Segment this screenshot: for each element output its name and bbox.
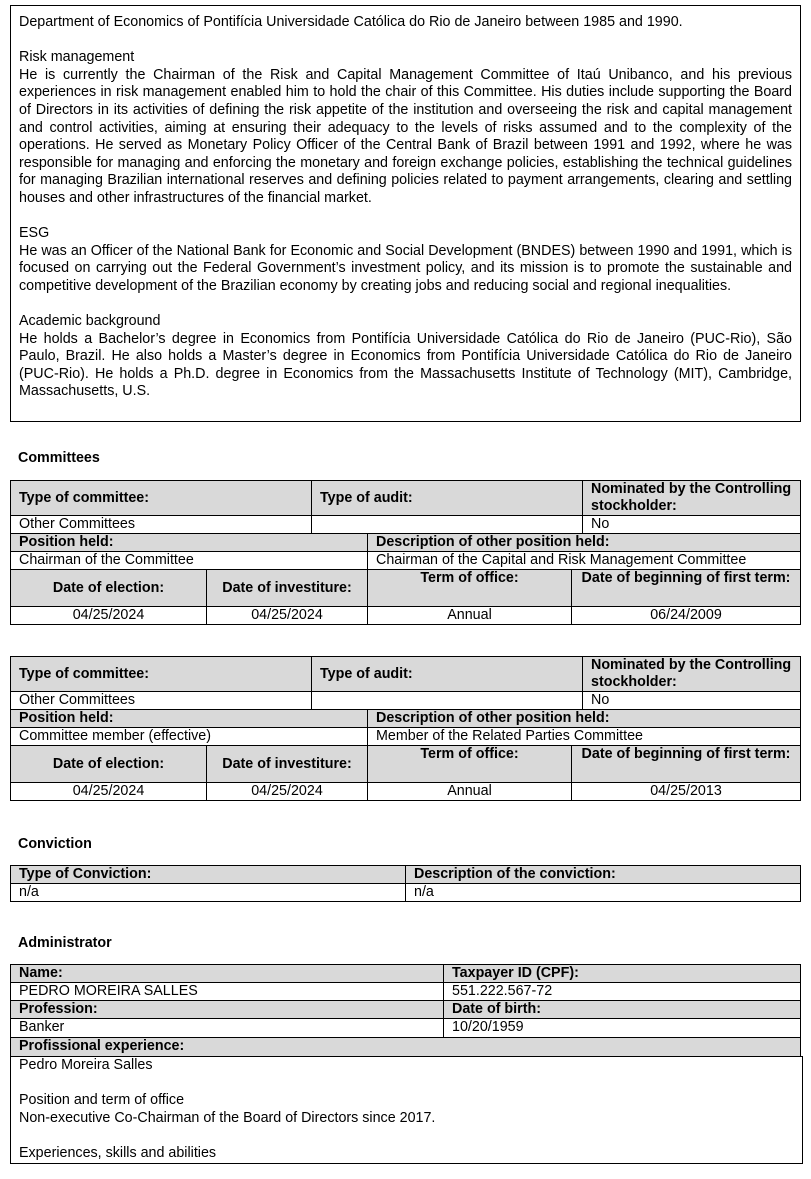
cpf-label: Taxpayer ID (CPF): [443,964,801,983]
description-other-label: Description of other position held: [367,709,801,728]
admin-row-labels-1 [10,965,801,983]
date-election-value: 04/25/2024 [10,782,207,801]
committees-heading: Committees [18,450,100,466]
conviction-description-value: n/a [405,883,801,902]
nominated-value: No [582,515,801,534]
conviction-heading: Conviction [18,836,92,852]
bio-paragraph-academic [19,313,792,401]
position-header-row [10,710,801,728]
dob-value: 10/20/1959 [443,1018,801,1038]
position-value-row [10,728,801,746]
bio-text: He was an Officer of the National Bank for Economic and Social Development (BNDES) between 1990 and 1991, which is focused on carrying out the Federal Government’s investment policy, and its mission is to promote the sustainable and competitive development of the Brazilian economy by creating jobs and reducing social and regional inequalities. [19,242,792,294]
experience-line: Position and term of office [19,1092,185,1109]
position-header-row [10,534,801,552]
position-value-row [10,552,801,570]
type-of-audit-value [311,691,583,710]
term-office-label: Term of office: [367,569,572,607]
cpf-value: 551.222.567-72 [443,982,801,1001]
type-of-committee-value: Other Committees [10,691,312,710]
bio-subheading: Academic background [19,313,161,330]
profession-value: Banker [10,1018,444,1038]
dates-value-row [10,607,801,625]
description-other-value: Member of the Related Parties Committee [367,727,801,746]
type-of-audit-label: Type of audit: [311,480,583,516]
date-first-term-label: Date of beginning of first term: [571,745,801,783]
date-investiture-label: Date of investiture: [206,745,368,783]
date-first-term-value: 06/24/2009 [571,606,801,625]
administrator-heading: Administrator [18,935,112,951]
bio-text: He is currently the Chairman of the Risk and Capital Management Committee of Itaú Unibanco, and his previous experiences in risk management enabled him to hold the chair of this Committee. His duties include supporting the Board of Directors in its activities of defining the risk appetite of the institution and overseeing the risk and capital management and control activities, aiming at ensuring their adequacy to the levels of risks assumed and to the complexity of the operations. He served as Monetary Policy Officer of the Central Bank of Brazil between 1991 and 1992, where he was responsible for managing and enforcing the monetary and foreign exchange policies, establishing the technical guidelines for managing Brazilian international reserves and defining policies related to payment arrangements, clearing and settling houses and other infrastructures of the financial market. [19,66,792,206]
committee-header-row [10,657,801,692]
type-of-audit-value [311,515,583,534]
term-office-value: Annual [367,782,572,801]
biography-box [10,5,801,422]
dates-header-row [10,570,801,607]
name-label: Name: [10,964,444,983]
nominated-label: Nominated by the Controlling stockholder: [582,480,801,516]
bio-text: Department of Economics of Pontifícia Universidade Católica do Rio de Janeiro between 1985 and 1990. [19,14,683,30]
position-held-label: Position held: [10,709,368,728]
conviction-value-row [10,884,801,902]
date-election-label: Date of election: [10,569,207,607]
dates-header-row [10,746,801,783]
bio-paragraph [19,14,792,32]
term-office-value: Annual [367,606,572,625]
admin-row-experience-label [10,1038,801,1057]
experience-label: Profissional experience: [10,1037,801,1057]
experience-line [19,1075,794,1093]
conviction-header-row [10,866,801,884]
profession-label: Profession: [10,1000,444,1019]
date-election-label: Date of election: [10,745,207,783]
term-office-label: Term of office: [367,745,572,783]
description-other-label: Description of other position held: [367,533,801,552]
experience-line: Non-executive Co-Chairman of the Board of Directors since 2017. [19,1109,436,1126]
type-of-audit-label: Type of audit: [311,656,583,692]
experience-box [10,1056,803,1164]
conviction-type-value: n/a [10,883,406,902]
position-held-value: Committee member (effective) [10,727,368,746]
committee-header-row [10,481,801,516]
date-first-term-label: Date of beginning of first term: [571,569,801,607]
date-investiture-value: 04/25/2024 [206,606,368,625]
conviction-type-label: Type of Conviction: [10,865,406,884]
admin-row-values-1 [10,983,801,1001]
admin-row-labels-2 [10,1001,801,1019]
committee-value-row [10,516,801,534]
description-other-value: Chairman of the Capital and Risk Management Committee [367,551,801,570]
bio-text: He holds a Bachelor’s degree in Economics from Pontifícia Universidade Católica do Rio de Janeiro (PUC-Rio), São Paulo, Brazil. He also holds a Master’s degree in Economics from Pontifícia Universidade Católica do Rio de Janeiro (PUC-Rio). He holds a Ph.D. degree in Economics from the Massachusetts Institute of Technology (MIT), Cambridge, Massachusetts, U.S. [19,330,792,400]
bio-paragraph-esg [19,225,792,295]
admin-row-values-2 [10,1019,801,1038]
position-held-value: Chairman of the Committee [10,551,368,570]
experience-line: Experiences, skills and abilities [19,1144,217,1161]
experience-line: Pedro Moreira Salles [19,1057,153,1073]
experience-line [19,1127,794,1145]
type-of-committee-label: Type of committee: [10,480,312,516]
date-election-value: 04/25/2024 [10,606,207,625]
date-investiture-label: Date of investiture: [206,569,368,607]
nominated-value: No [582,691,801,710]
committee-value-row [10,692,801,710]
bio-subheading: Risk management [19,49,135,66]
nominated-label: Nominated by the Controlling stockholder: [582,656,801,692]
dates-value-row [10,783,801,801]
bio-subheading: ESG [19,225,50,242]
bio-paragraph-risk [19,49,792,207]
date-first-term-value: 04/25/2013 [571,782,801,801]
dob-label: Date of birth: [443,1000,801,1019]
type-of-committee-value: Other Committees [10,515,312,534]
conviction-description-label: Description of the conviction: [405,865,801,884]
date-investiture-value: 04/25/2024 [206,782,368,801]
type-of-committee-label: Type of committee: [10,656,312,692]
position-held-label: Position held: [10,533,368,552]
name-value: PEDRO MOREIRA SALLES [10,982,444,1001]
